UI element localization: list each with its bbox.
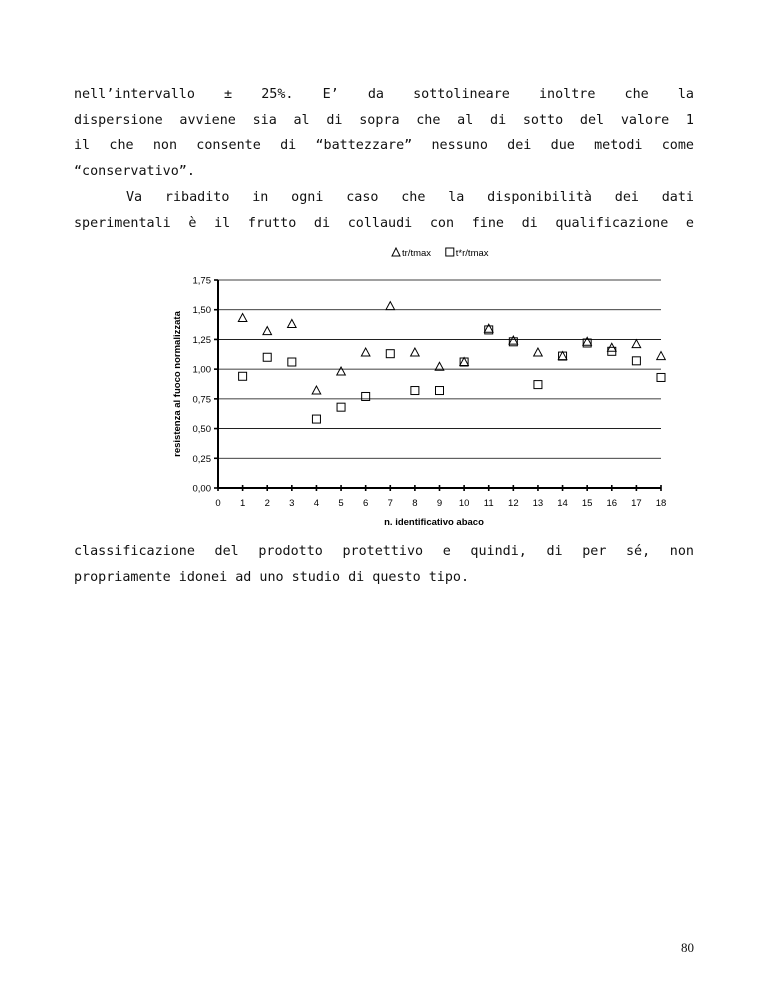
paragraph-top <box>74 82 694 184</box>
triangle-marker <box>337 367 346 375</box>
square-marker <box>362 392 370 400</box>
square-marker <box>632 357 640 365</box>
x-tick-label: 15 <box>581 498 593 509</box>
text-line: sperimentali è il frutto di collaudi con fine di qualificazione e <box>74 215 694 231</box>
y-tick-label: 1,50 <box>192 305 211 317</box>
text-line: dispersione avviene sia al di sopra che al di sotto del valore 1 <box>74 112 694 128</box>
y-tick-label: 1,25 <box>192 334 211 346</box>
y-tick-label: 0,75 <box>192 394 211 406</box>
y-tick-label: 0,25 <box>192 453 211 465</box>
triangle-marker <box>460 358 469 366</box>
y-axis-label: resistenza al fuoco normalizzata <box>172 311 183 457</box>
x-tick-label: 9 <box>436 498 443 509</box>
x-tick-label: 18 <box>655 498 667 509</box>
x-tick-label: 17 <box>631 498 642 509</box>
chart-legend <box>392 248 489 259</box>
x-tick-label: 14 <box>557 498 568 509</box>
triangle-marker <box>288 319 297 327</box>
paragraph-mid <box>74 185 694 236</box>
x-tick-label: 10 <box>458 498 470 509</box>
x-tick-label: 11 <box>483 498 494 509</box>
triangle-marker <box>657 352 666 360</box>
square-marker <box>436 387 444 395</box>
square-marker <box>337 403 345 411</box>
y-axis-ticks <box>193 276 219 495</box>
square-marker <box>657 373 665 381</box>
square-marker <box>534 381 542 389</box>
y-tick-label: 0,00 <box>192 483 211 495</box>
triangle-marker <box>312 386 321 394</box>
y-tick-label: 0,50 <box>192 424 211 436</box>
triangle-marker <box>238 314 247 322</box>
triangle-marker <box>534 348 543 356</box>
triangle-marker <box>558 352 567 360</box>
legend-square-icon <box>446 248 454 256</box>
y-tick-label: 1,75 <box>192 275 211 287</box>
x-tick-label: 0 <box>215 498 221 509</box>
page-number: 80 <box>681 940 694 955</box>
legend-triangle-icon <box>392 248 400 256</box>
x-tick-label: 3 <box>289 498 295 509</box>
y-tick-label: 1,00 <box>192 364 211 376</box>
text-line: Va ribadito in ogni caso che la disponibilità dei dati <box>126 190 694 205</box>
square-marker <box>288 358 296 366</box>
text-line: nell’intervallo ± 25%. E’ da sottolineare inoltre che la <box>74 87 694 102</box>
x-tick-label: 12 <box>508 498 519 509</box>
text-line: classificazione del prodotto protettivo e quindi, di per sé, non <box>74 544 694 559</box>
text-line: “conservativo”. <box>74 163 195 179</box>
square-marker <box>386 350 394 358</box>
chart-axes <box>218 280 661 488</box>
triangle-marker <box>632 340 641 348</box>
x-tick-label: 16 <box>606 498 618 509</box>
chart-grid <box>218 280 661 458</box>
scatter-chart <box>164 244 684 534</box>
text-line: propriamente idonei ad uno studio di questo tipo. <box>74 569 470 585</box>
triangle-marker <box>411 348 420 356</box>
legend-label: t*r/tmax <box>455 248 489 259</box>
x-tick-label: 8 <box>412 498 418 509</box>
square-marker <box>239 372 247 380</box>
x-tick-label: 13 <box>532 498 544 509</box>
x-axis-label: n. identificativo abaco <box>384 517 484 528</box>
x-tick-label: 4 <box>313 498 320 509</box>
square-marker <box>263 353 271 361</box>
paragraph-bottom <box>74 539 694 590</box>
square-marker <box>411 387 419 395</box>
x-tick-label: 7 <box>387 498 393 509</box>
x-tick-label: 2 <box>264 498 270 509</box>
triangle-marker <box>386 302 395 310</box>
x-tick-label: 1 <box>239 498 246 509</box>
chart-points <box>238 302 665 423</box>
text-line: il che non consente di “battezzare” nessuno dei due metodi come <box>74 138 694 153</box>
triangle-marker <box>361 348 370 356</box>
triangle-marker <box>263 327 272 335</box>
square-marker <box>312 415 320 423</box>
x-tick-label: 5 <box>338 498 344 509</box>
x-tick-label: 6 <box>363 498 369 509</box>
legend-label: tr/tmax <box>402 248 432 259</box>
